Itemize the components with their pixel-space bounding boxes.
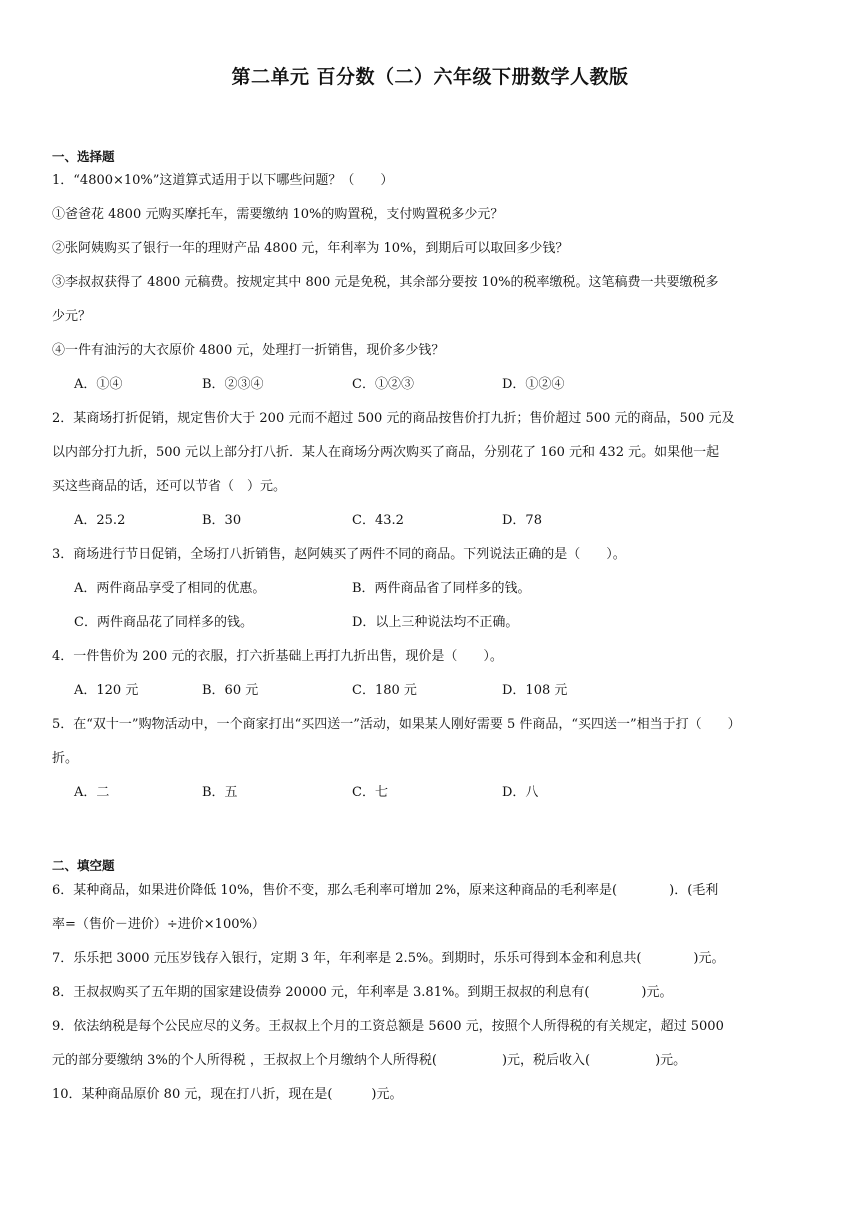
question-5-stem: 5．在“双十一”购物活动中，一个商家打出“买四送一”活动，如果某人刚好需要 5 件商品，“买四送一”相当于打（ ） (52, 717, 741, 732)
question-1-item: ②张阿姨购买了银行一年的理财产品 4800 元，年利率为 10%，到期后可以取回多少钱？ (52, 241, 569, 256)
section-heading-choice: 一、选择题 (52, 149, 115, 164)
question-1-stem: 1．“4800×10%”这道算式适用于以下哪些问题？（ ） (52, 173, 394, 188)
question-9-stem: 元的部分要缴纳 3%的个人所得税 ，王叔叔上个月缴纳个人所得税( )元，税后收入( )元。 (52, 1053, 687, 1068)
option-c[interactable]: C．43.2 (352, 513, 404, 528)
option-d[interactable]: D．108 元 (502, 683, 568, 698)
question-2-stem: 以内部分打九折，500 元以上部分打八折．某人在商场分两次购买了商品，分别花了 160 元和 432 元。如果他一起 (52, 445, 720, 460)
page-title: 第二单元 百分数（二）六年级下册数学人教版 (231, 66, 629, 88)
option-b[interactable]: B．两件商品省了同样多的钱。 (352, 581, 531, 596)
option-d[interactable]: D．八 (502, 785, 539, 800)
option-d[interactable]: D．78 (502, 513, 542, 528)
question-6-stem: 率=（售价－进价）÷进价×100%） (52, 917, 265, 932)
question-1-item: ③李叔叔获得了 4800 元稿费。按规定其中 800 元是免税，其余部分要按 10%的税率缴税。这笔稿费一共要缴税多 (52, 275, 719, 290)
option-a[interactable]: A．两件商品享受了相同的优惠。 (74, 581, 266, 596)
option-b[interactable]: B．五 (202, 785, 238, 800)
question-1-item: ④一件有油污的大衣原价 4800 元，处理打一折销售，现价多少钱？ (52, 343, 445, 358)
question-1-item: ①爸爸花 4800 元购买摩托车，需要缴纳 10%的购置税，支付购置税多少元？ (52, 207, 504, 222)
question-2-stem: 买这些商品的话，还可以节省（ ）元。 (52, 479, 287, 494)
question-7-stem: 7．乐乐把 3000 元压岁钱存入银行，定期 3 年，年利率是 2.5%。到期时，乐乐可得到本金和利息共( )元。 (52, 951, 725, 966)
option-a[interactable]: A．25.2 (74, 513, 126, 528)
question-9-stem: 9．依法纳税是每个公民应尽的义务。王叔叔上个月的工资总额是 5600 元，按照个人所得税的有关规定，超过 5000 (52, 1019, 724, 1034)
question-6-stem: 6．某种商品，如果进价降低 10%，售价不变，那么毛利率可增加 2%，原来这种商品的毛利率是( )．(毛利 (52, 883, 719, 898)
option-c[interactable]: C．七 (352, 785, 388, 800)
option-c[interactable]: C．①②③ (352, 377, 414, 392)
option-a[interactable]: A．二 (74, 785, 110, 800)
option-b[interactable]: B．30 (202, 513, 242, 528)
question-3-stem: 3．商场进行节日促销，全场打八折销售，赵阿姨买了两件不同的商品。下列说法正确的是（ ）。 (52, 547, 626, 562)
option-b[interactable]: B．②③④ (202, 377, 264, 392)
option-c[interactable]: C．两件商品花了同样多的钱。 (74, 615, 253, 630)
option-b[interactable]: B．60 元 (202, 683, 259, 698)
section-heading-fill: 二、填空题 (52, 858, 115, 873)
question-10-stem: 10．某种商品原价 80 元，现在打八折，现在是( )元。 (52, 1087, 403, 1102)
question-4-stem: 4．一件售价为 200 元的衣服，打六折基础上再打九折出售，现价是（ ）。 (52, 649, 503, 664)
question-8-stem: 8．王叔叔购买了五年期的国家建设债券 20000 元，年利率是 3.81%。到期王叔叔的利息有( )元。 (52, 985, 673, 1000)
question-1-item: 少元？ (52, 309, 92, 324)
option-a[interactable]: A．①④ (74, 377, 123, 392)
option-d[interactable]: D．①②④ (502, 377, 565, 392)
question-5-stem: 折。 (52, 751, 79, 766)
option-c[interactable]: C．180 元 (352, 683, 417, 698)
option-d[interactable]: D．以上三种说法均不正确。 (352, 615, 519, 630)
question-2-stem: 2．某商场打折促销，规定售价大于 200 元而不超过 500 元的商品按售价打九折；售价超过 500 元的商品，500 元及 (52, 411, 735, 426)
option-a[interactable]: A．120 元 (74, 683, 139, 698)
